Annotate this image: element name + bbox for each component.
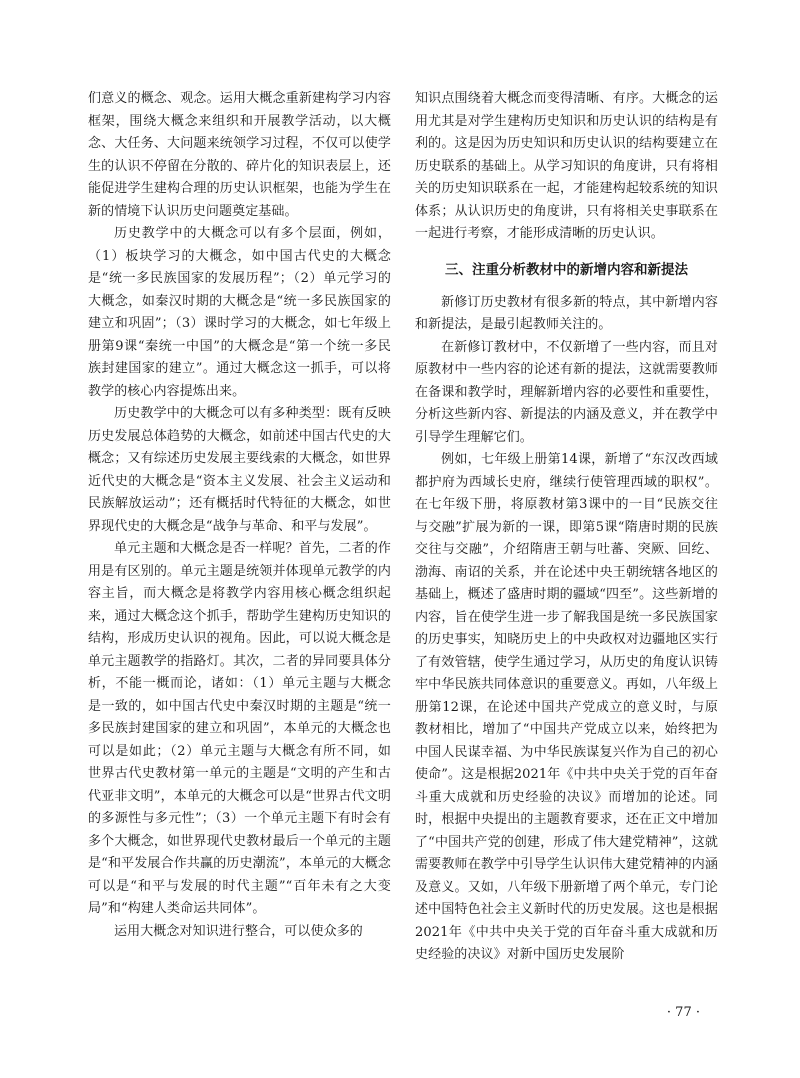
paragraph: 们意义的概念、观念。运用大概念重新建构学习内容框架，围绕大概念来组织和开展教学活动，以大概念、大任务、大问题来统领学习过程，不仅可以使学生的认识不停留在分散的、碎片化的知识表层上，还能促进学生建构合理的历史认识框架，也能为学生在新的情境下认识历史问题奠定基础。 <box>88 91 391 219</box>
paragraph: 运用大概念对知识进行整合，可以使众多的 <box>114 923 363 939</box>
paragraph: 在新修订教材中，不仅新增了一些内容，而且对原教材中一些内容的论述有新的提法，这就需要教师在备课和教学时，理解新增内容的必要性和重要性，分析这些新内容、新提法的内涵及意义，并在教学中引导学生理解它们。 <box>415 339 718 445</box>
section-heading: 三、注重分析教材中的新增内容和新提法 <box>445 261 688 278</box>
right-column <box>415 88 718 1028</box>
paragraph: 知识点围绕着大概念而变得清晰、有序。大概念的运用尤其是对学生建构历史知识和历史认识的结构是有利的。这是因为历史知识和历史认识的结构要建立在历史联系的基础上。从学习知识的角度讲，只有将相关的历史知识联系在一起，才能建构起较系统的知识体系；从认识历史的角度讲，只有将相关史事联系在一起进行考察，才能形成清晰的历史认识。 <box>415 91 718 241</box>
paragraph: 历史教学中的大概念可以有多个层面，例如，（1）板块学习的大概念，如中国古代史的大概念是“统一多民族国家的发展历程”；（2）单元学习的大概念，如秦汉时期的大概念是“统一多民族国家的建立和巩固”；（3）课时学习的大概念，如七年级上册第9课“秦统一中国”的大概念是“第一个统一多民族封建国家的建立”。通过大概念这一抓手，可以将教学的核心内容提炼出来。 <box>88 226 391 399</box>
paragraph: 历史教学中的大概念可以有多种类型：既有反映历史发展总体趋势的大概念，如前述中国古代史的大概念；又有综述历史发展主要线索的大概念，如世界近代史的大概念是“资本主义发展、社会主义运动和民族解放运动”；还有概括时代特征的大概念，如世界现代史的大概念是“战争与革命、和平与发展”。 <box>88 406 391 534</box>
paragraph: 新修订历史教材有很多新的特点，其中新增内容和新提法，是最引起教师关注的。 <box>415 294 718 332</box>
paragraph: 单元主题和大概念是否一样呢？首先，二者的作用是有区别的。单元主题是统领并体现单元教学的内容主旨，而大概念是将教学内容用核心概念组织起来，通过大概念这个抓手，帮助学生建构历史知识的结构，形成历史认识的视角。因此，可以说大概念是单元主题教学的指路灯。其次，二者的异同要具体分析，不能一概而论，诸如：（1）单元主题与大概念是一致的，如中国古代史中秦汉时期的主题是“统一多民族封建国家的建立和巩固”，本单元的大概念也可以是如此；（2）单元主题与大概念有所不同，如世界古代史教材第一单元的主题是“文明的产生和古代亚非文明”，本单元的大概念可以是“世界古代文明的多源性与多元性”；（3）一个单元主题下有时会有多个大概念，如世界现代史教材最后一个单元的主题是“和平发展合作共赢的历史潮流”，本单元的大概念可以是“和平与发展的时代主题”“百年未有之大变局”和“构建人类命运共同体”。 <box>88 541 391 916</box>
article-page <box>88 88 718 1028</box>
paragraph: 例如，七年级上册第14课，新增了“东汉改西域都护府为西域长史府，继续行使管理西域的职权”。在七年级下册，将原教材第3课中的一目“民族交往与交融”扩展为新的一课，即第5课“隋唐时期的民族交往与交融”，介绍隋唐王朝与吐蕃、突厥、回纥、渤海、南诏的关系，并在论述中央王朝统辖各地区的基础上，概述了盛唐时期的疆域“四至”。这些新增的内容，旨在使学生进一步了解我国是统一多民族国家的历史事实，知晓历史上的中央政权对边疆地区实行了有效管辖，使学生通过学习，从历史的角度认识铸牢中华民族共同体意识的重要意义。再如，八年级上册第12课，在论述中国共产党成立的意义时，与原教材相比，增加了“中国共产党成立以来，始终把为中国人民谋幸福、为中华民族谋复兴作为自己的初心使命”。这是根据2021年《中共中央关于党的百年奋斗重大成就和历史经验的决议》而增加的论述。同时，根据中央提出的主题教育要求，还在正文中增加了“中国共产党的创建，形成了伟大建党精神”，这就需要教师在教学中引导学生认识伟大建党精神的内涵及意义。又如，八年级下册新增了两个单元，专门论述中国特色社会主义新时代的历史发展。这也是根据2021年《中共中央关于党的百年奋斗重大成就和历史经验的决议》对新中国历史发展阶 <box>415 452 718 962</box>
page-number: · 77 · <box>666 1005 700 1020</box>
left-column <box>88 88 391 1028</box>
